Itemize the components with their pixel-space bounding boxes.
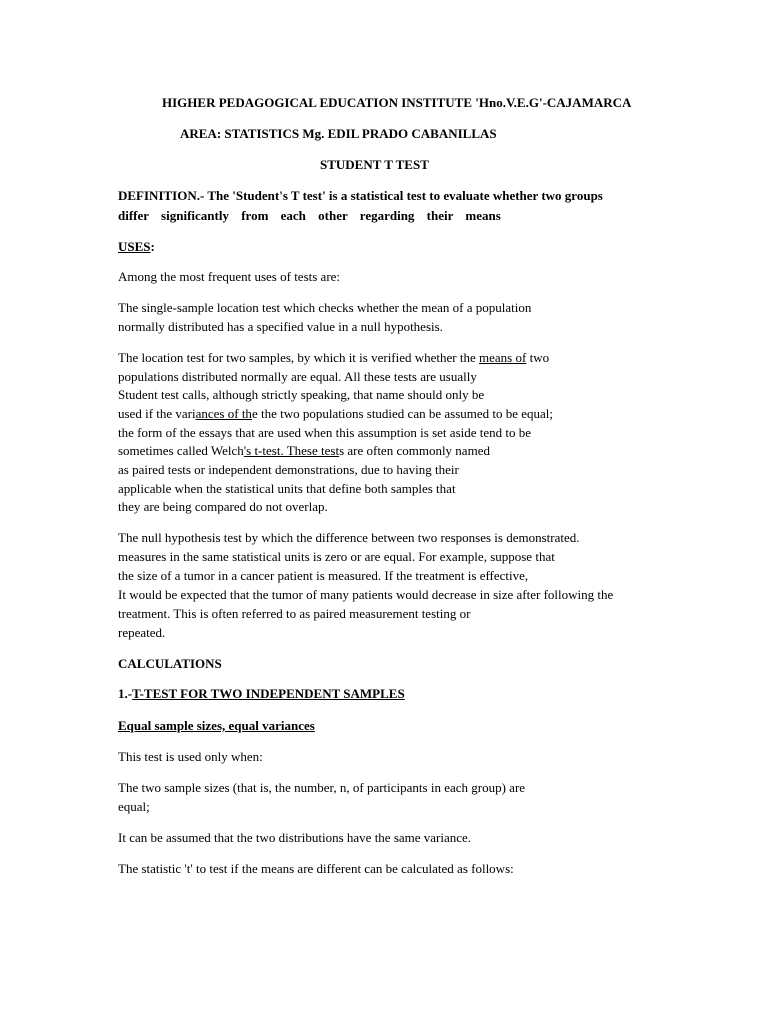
paragraph-2-line-3: Student test calls, although strictly speaking, that name should only be [118,387,485,402]
used-when-line: This test is used only when: [118,749,263,764]
subheading [118,718,385,734]
paragraph-2-line-2: populations distributed normally are equal. All these tests are usually [118,369,477,384]
section-1-heading [118,686,421,702]
paragraph-2-line-4 [118,406,553,422]
paragraph-2-line-8: applicable when the statistical units that define both samples that [118,481,456,496]
text-span: e the two populations studied can be assumed to be equal; [251,406,554,421]
calculations-heading: CALCULATIONS [118,656,222,671]
subheading-text: Equal sample sizes, equal variances [118,718,315,733]
text-span: s are often commonly named [339,443,490,458]
condition-2: It can be assumed that the two distributions have the same variance. [118,830,472,845]
text-span: sometimes called Welch [118,443,244,458]
definition-line-1: DEFINITION.- The 'Student's T test' is a statistical test to evaluate whether two groups [118,188,603,203]
definition-line-2: differ significantly from each other regarding their means [118,208,501,223]
paragraph-2-line-1 [118,350,549,366]
text-span: used if the vari [118,406,196,421]
paragraph-3-line-4: It would be expected that the tumor of many patients would decrease in size after following the [118,587,614,602]
uses-heading [118,239,155,255]
paragraph-3-line-5: treatment. This is often referred to as paired measurement testing or [118,606,471,621]
uses-heading-text: USES [118,239,151,254]
paragraph-2-line-5: the form of the essays that are used when this assumption is set aside tend to be [118,425,532,440]
condition-1-line-1: The two sample sizes (that is, the number, n, of participants in each group) are [118,780,526,795]
text-span: The location test for two samples, by which it is verified whether the [118,350,480,365]
paragraph-3-line-6: repeated. [118,625,166,640]
uses-intro: Among the most frequent uses of tests are: [118,269,341,284]
condition-1-line-2: equal; [118,799,150,814]
underlined-span: means of [479,350,527,365]
paragraph-1-line-1: The single-sample location test which checks whether the mean of a population [118,300,532,315]
paragraph-1-line-2: normally distributed has a specified value in a null hypothesis. [118,319,443,334]
area-heading: AREA: STATISTICS Mg. EDIL PRADO CABANILLAS [180,126,497,141]
underlined-span: ances of th [195,406,252,421]
paragraph-2-line-7: as paired tests or independent demonstrations, due to having their [118,462,459,477]
paragraph-3-line-2: measures in the same statistical units is zero or are equal. For example, suppose that [118,549,555,564]
section-title: T-TEST FOR TWO INDEPENDENT SAMPLES [132,686,405,701]
document-title: STUDENT T TEST [320,157,429,172]
paragraph-3-line-1: The null hypothesis test by which the difference between two responses is demonstrated. [118,530,580,545]
paragraph-3-line-3: the size of a tumor in a cancer patient is measured. If the treatment is effective, [118,568,529,583]
institute-heading: HIGHER PEDAGOGICAL EDUCATION INSTITUTE 'Hno.V.E.G'-CAJAMARCA [162,95,632,110]
text-span: two [526,350,550,365]
paragraph-2-line-9: they are being compared do not overlap. [118,499,328,514]
uses-heading-colon: : [150,239,155,254]
statistic-line: The statistic 't' to test if the means are different can be calculated as follows: [118,861,514,876]
underlined-span: 's t-test. These test [243,443,340,458]
paragraph-2-line-6 [118,443,490,459]
section-number: 1.- [118,686,133,701]
